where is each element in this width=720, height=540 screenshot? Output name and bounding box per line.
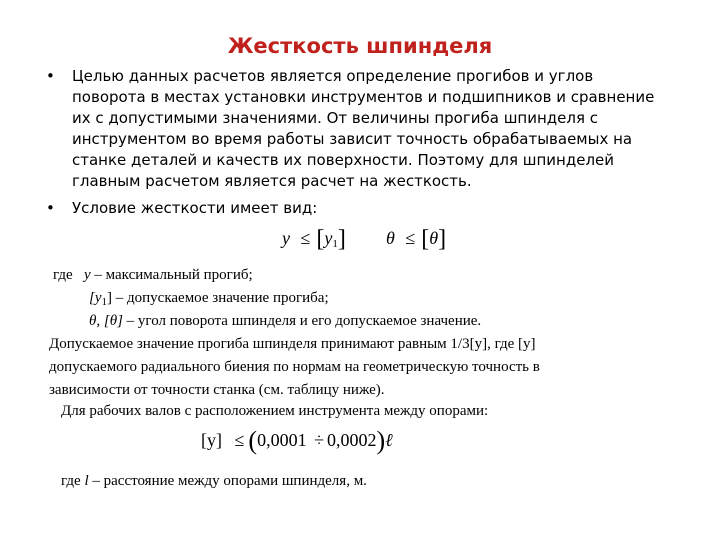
allowed-deflection-formula: [y] ≤ (0,0001 ÷ 0,0002)ℓ: [201, 426, 393, 455]
where-prefix: где: [53, 267, 73, 283]
definition-theta-text: – угол поворота шпинделя и его допускаемое значение.: [126, 313, 482, 329]
formula-le-sign: ≤: [300, 228, 311, 248]
bullet-text: Целью данных расчетов является определение прогибов и углов поворота в местах установки инструментов и подшипников и сравнение их с допустимыми значениями. От величины прогиба шпинделя с инструментом во время работы зависит точность обрабатываемых на станке деталей и качеств их поверхности. Поэтому для шпинделей главным расчетом является расчет на жесткость.: [72, 67, 655, 190]
stiffness-formula-deflection: $y \le [y_1]$: [282, 226, 346, 252]
definition-l: [61, 470, 367, 492]
definition-y: [53, 264, 253, 286]
paragraph-line-2: допускаемого радиального биения по нормам на геометрическую точность в: [49, 359, 540, 375]
bullet-marker: •: [46, 199, 55, 217]
symbol-theta: θ, [θ]: [89, 313, 123, 329]
symbol-y1: [y: [89, 290, 102, 306]
bullet-item-goal: [46, 66, 686, 196]
shafts-note: Для рабочих валов с расположением инструмента между опорами:: [61, 403, 489, 419]
definition-l-text: – расстояние между опорами шпинделя, м.: [92, 473, 367, 489]
symbol-y1-sub: 1: [101, 296, 107, 308]
paragraph-line-3: зависимости от точности станка (см. таблицу ниже).: [49, 382, 385, 398]
stiffness-formula-angle: θ ≤ [θ]: [386, 226, 447, 252]
symbol-y: y: [83, 267, 91, 283]
formula-sub-1: 1: [332, 238, 338, 250]
symbol-l: l: [84, 473, 89, 489]
bullet-marker: •: [46, 67, 55, 85]
formula2-le-sign: ≤: [234, 430, 245, 450]
footer-prefix: где: [61, 473, 81, 489]
formula-var-y1: y: [324, 228, 333, 248]
bullet-item-condition: [46, 198, 686, 220]
formula2-length: ℓ: [385, 430, 393, 450]
formula-var-theta: θ: [386, 228, 395, 248]
formula-var-theta-allowed: θ: [429, 228, 439, 248]
definition-y-text: – максимальный прогиб;: [94, 267, 253, 283]
symbol-y1-close: ]: [107, 290, 112, 306]
formula2-low: 0,0001: [257, 430, 307, 450]
definition-y1-text: – допускаемое значение прогиба;: [115, 290, 329, 306]
formula2-high: 0,0002: [326, 430, 377, 450]
formula-le-sign: ≤: [405, 228, 416, 248]
definition-theta: [89, 310, 481, 332]
bullet-text: Условие жесткости имеет вид:: [72, 199, 318, 217]
formula-var-y: y: [282, 228, 290, 248]
formula2-lhs: [y]: [201, 430, 222, 450]
formula2-div: ÷: [314, 430, 324, 450]
paragraph-line-1: Допускаемое значение прогиба шпинделя принимают равным 1/3[y], где [y]: [49, 336, 536, 352]
slide-title: Жесткость шпинделя: [227, 34, 493, 58]
